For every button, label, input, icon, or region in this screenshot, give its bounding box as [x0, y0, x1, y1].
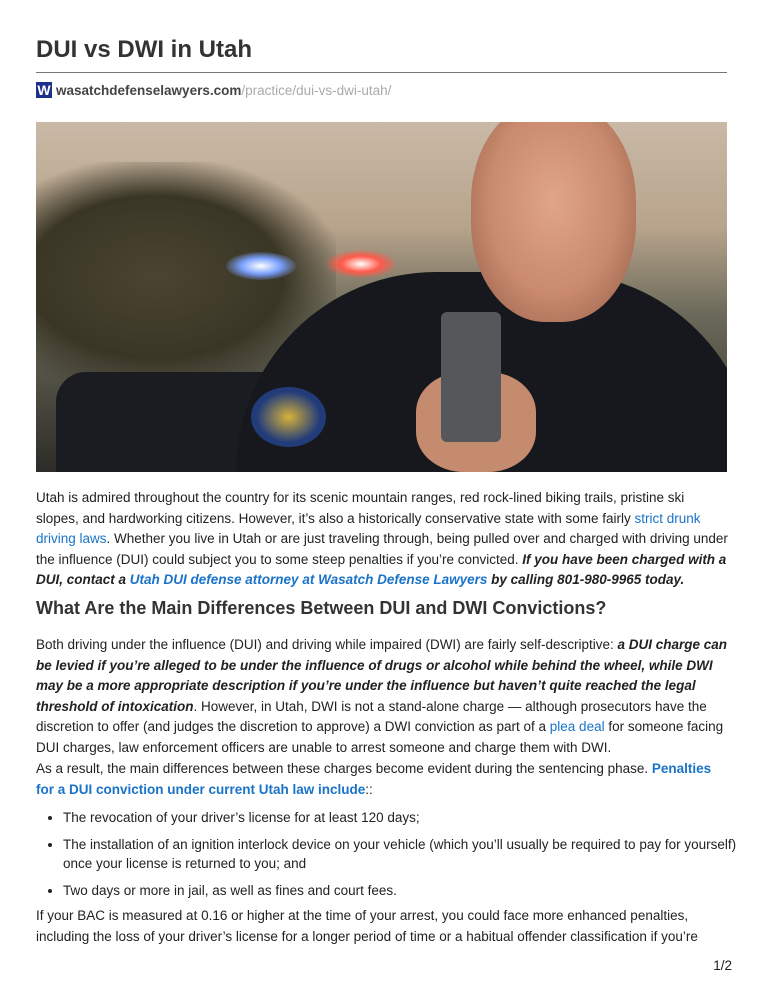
- section-heading: What Are the Main Differences Between DUI and DWI Convictions?: [36, 598, 607, 618]
- breathalyzer: [441, 312, 501, 442]
- bac-paragraph: If your BAC is measured at 0.16 or higher at the time of your arrest, you could face more enhanced penalties, including the loss of your driver’s license for a longer period of time or a habitual offender classification if you’re: [36, 908, 698, 944]
- list-item: • The installation of an ignition interlock device on your vehicle (which you’ll usually be required to pay for yourself) once your license is returned to you; and: [63, 835, 757, 874]
- title-divider: [36, 72, 727, 73]
- penalties-link[interactable]: Penalties for a DUI conviction under current Utah law include: [36, 761, 712, 797]
- list-item: • Two days or more in jail, as well as fines and court fees.: [63, 881, 757, 901]
- list-item: • The revocation of your driver’s license for at least 120 days;: [63, 808, 757, 828]
- differences-paragraph: Both driving under the influence (DUI) and driving while impaired (DWI) are fairly self-descriptive: a DUI charge can be levied if you’re alleged to be under the influence of drugs or alcohol while behind the wheel, while DWI may be a more appropriate description if you’re under the influence but haven’t quite reached the legal threshold of intoxication. However, in Utah, DWI is not a stand-alone charge — although prosecutors have the discretion to offer (and judges the discretion to approve) a DWI conviction as part of a plea deal for someone facing DUI charges, law enforcement officers are unable to arrest someone and charge them with DWI.: [36, 637, 728, 755]
- penalties-list: [36, 808, 757, 907]
- source-path[interactable]: /practice/dui-vs-dwi-utah/: [241, 82, 392, 98]
- intro-paragraph: Utah is admired throughout the country for its scenic mountain ranges, red rock-lined biking trails, pristine ski slopes, and hardworking citizens. However, it’s also a historically conservative state with some fairly strict drunk driving laws. Whether you live in Utah or are just traveling through, being pulled over and charged with driving under the influence (DUI) could subject you to some steep penalties if you’re convicted. If you have been charged with a DUI, contact a Utah DUI defense attorney at Wasatch Defense Lawyers by calling 801-980-9965 today.: [36, 490, 728, 587]
- site-logo-icon: W: [37, 82, 51, 98]
- source-line: [36, 82, 391, 98]
- penalties-paragraph: As a result, the main differences between these charges become evident during the sentencing phase. Penalties for a DUI conviction under current Utah law include::: [36, 761, 712, 797]
- strict-drunk-driving-laws-link[interactable]: strict drunk driving laws: [36, 510, 701, 546]
- utah-dui-attorney-link[interactable]: Utah DUI defense attorney at Wasatch Defense Lawyers: [129, 572, 488, 587]
- plea-deal-link[interactable]: plea deal: [549, 719, 605, 734]
- source-domain[interactable]: wasatchdefenselawyers.com: [56, 82, 242, 98]
- hero-image-police-officer-breathalyzer: [36, 122, 727, 472]
- page-title: DUI vs DWI in Utah: [36, 36, 253, 63]
- page-number: 1/2: [713, 958, 732, 973]
- police-patch: [251, 387, 326, 447]
